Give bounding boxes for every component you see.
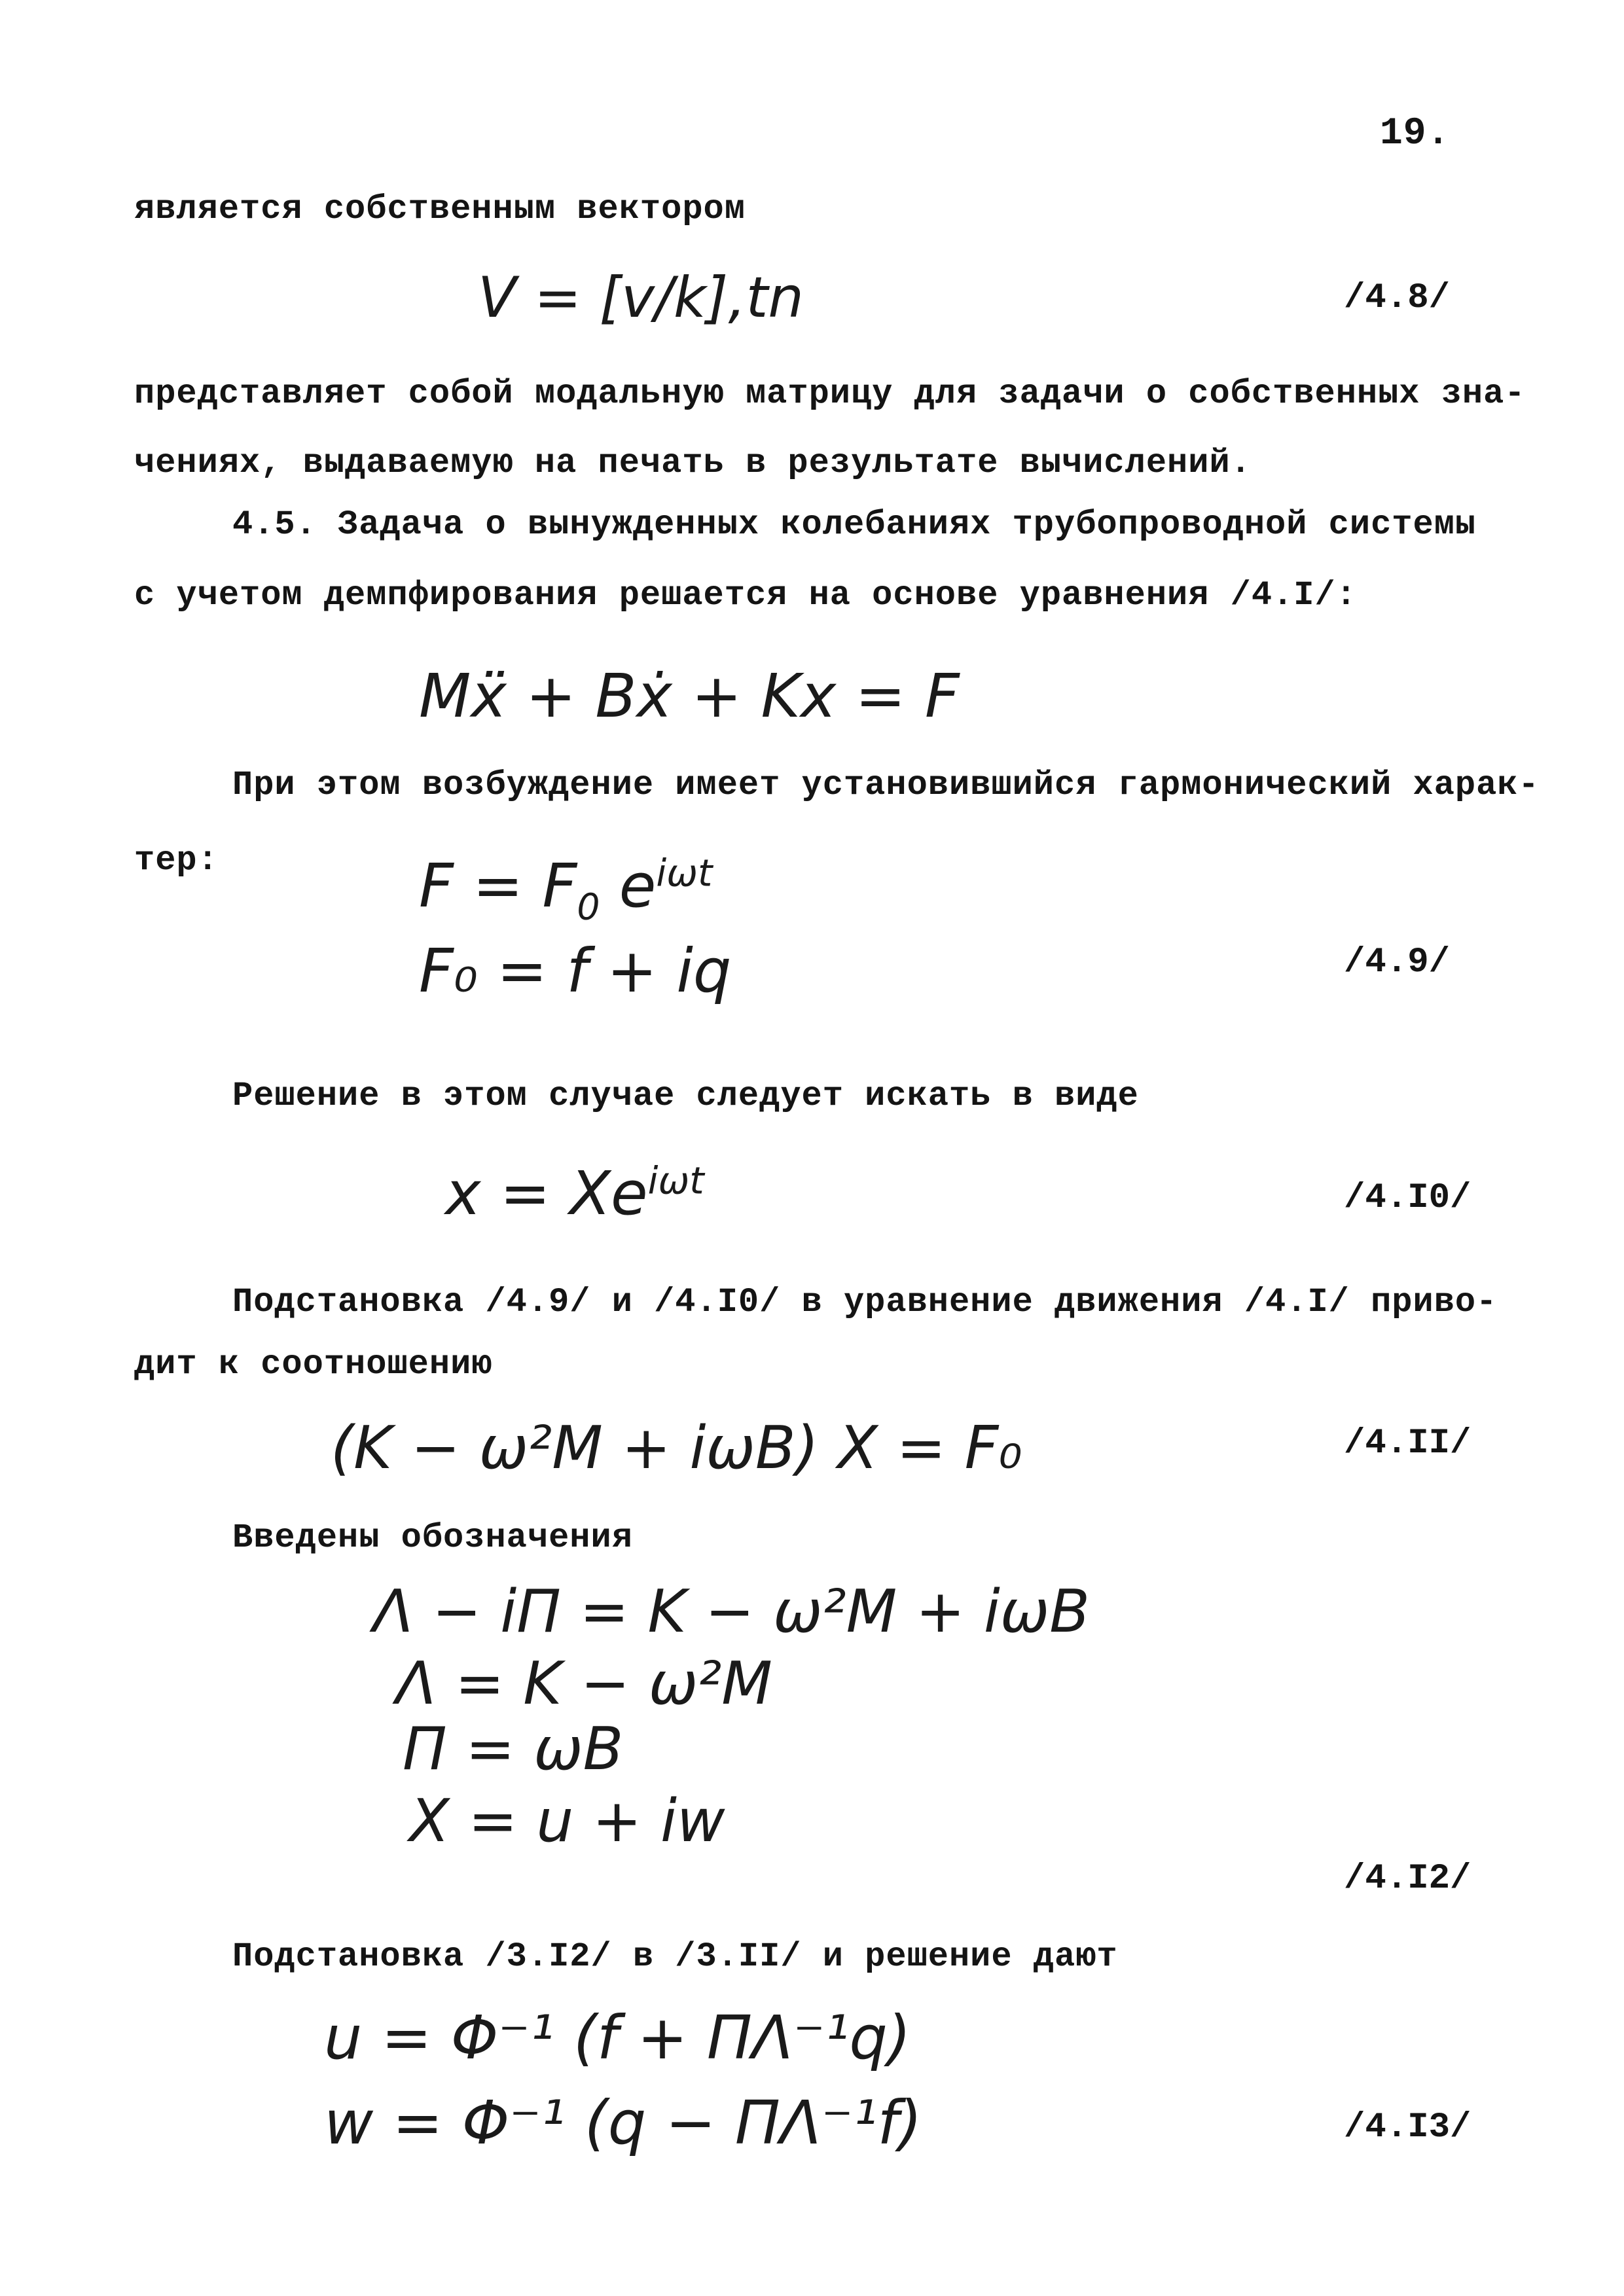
- equation-4-1: Mẍ + Bẋ + Kx = F: [419, 661, 960, 731]
- equation-4-10: $x = Xe^{i\omega t}$: [445, 1158, 704, 1229]
- equation-4-8: V = [v/k],tn: [478, 265, 804, 331]
- text-line: 4.5. Задача о вынужденных колебаниях трубопроводной системы: [232, 505, 1477, 544]
- text-line: Решение в этом случае следует искать в виде: [232, 1077, 1139, 1115]
- equation-4-13-b: w = Φ⁻¹ (q − ΠΛ⁻¹f): [324, 2088, 922, 2158]
- equation-4-12-a: Λ − iΠ = K − ω²M + iωB: [373, 1577, 1090, 1646]
- equation-number: /4.II/: [1344, 1424, 1471, 1463]
- equation-4-13-a: u = Φ⁻¹ (f + ΠΛ⁻¹q): [324, 2003, 911, 2073]
- equation-4-9-b: F₀ = f + iq: [419, 936, 732, 1006]
- text-line: Подстановка /3.I2/ в /3.II/ и решение дают: [232, 1937, 1118, 1976]
- text-line: тер:: [134, 841, 219, 880]
- text-line: Введены обозначения: [232, 1518, 633, 1557]
- equation-number: /4.I0/: [1344, 1178, 1471, 1218]
- page-number: 19.: [1380, 113, 1451, 155]
- equation-number: /4.I3/: [1344, 2108, 1471, 2147]
- text-line: При этом возбуждение имеет установившийся гармонический харак-: [232, 766, 1540, 804]
- equation-4-9-a: $F = F_0$ $e^{i\omega t}$: [419, 851, 713, 929]
- equation-4-12-c: Π = ωB: [403, 1715, 624, 1784]
- equation-4-12-b: Λ = K − ω²M: [396, 1649, 772, 1718]
- text-line: с учетом демпфирования решается на основе уравнения /4.I/:: [134, 576, 1357, 615]
- equation-number: /4.8/: [1344, 278, 1451, 318]
- equation-number: /4.9/: [1344, 942, 1451, 982]
- text-line: представляет собой модальную матрицу для задачи о собственных зна-: [134, 374, 1526, 413]
- equation-4-12-d: X = u + iw: [409, 1787, 725, 1856]
- text-line: является собственным вектором: [134, 190, 746, 228]
- text-line: дит к соотношению: [134, 1345, 493, 1384]
- text-line: Подстановка /4.9/ и /4.I0/ в уравнение движения /4.I/ приво-: [232, 1283, 1498, 1321]
- equation-4-11: (K − ω²M + iωB) X = F₀: [331, 1414, 1022, 1482]
- equation-number: /4.I2/: [1344, 1859, 1471, 1899]
- text-line: чениях, выдаваемую на печать в результате вычислений.: [134, 444, 1252, 482]
